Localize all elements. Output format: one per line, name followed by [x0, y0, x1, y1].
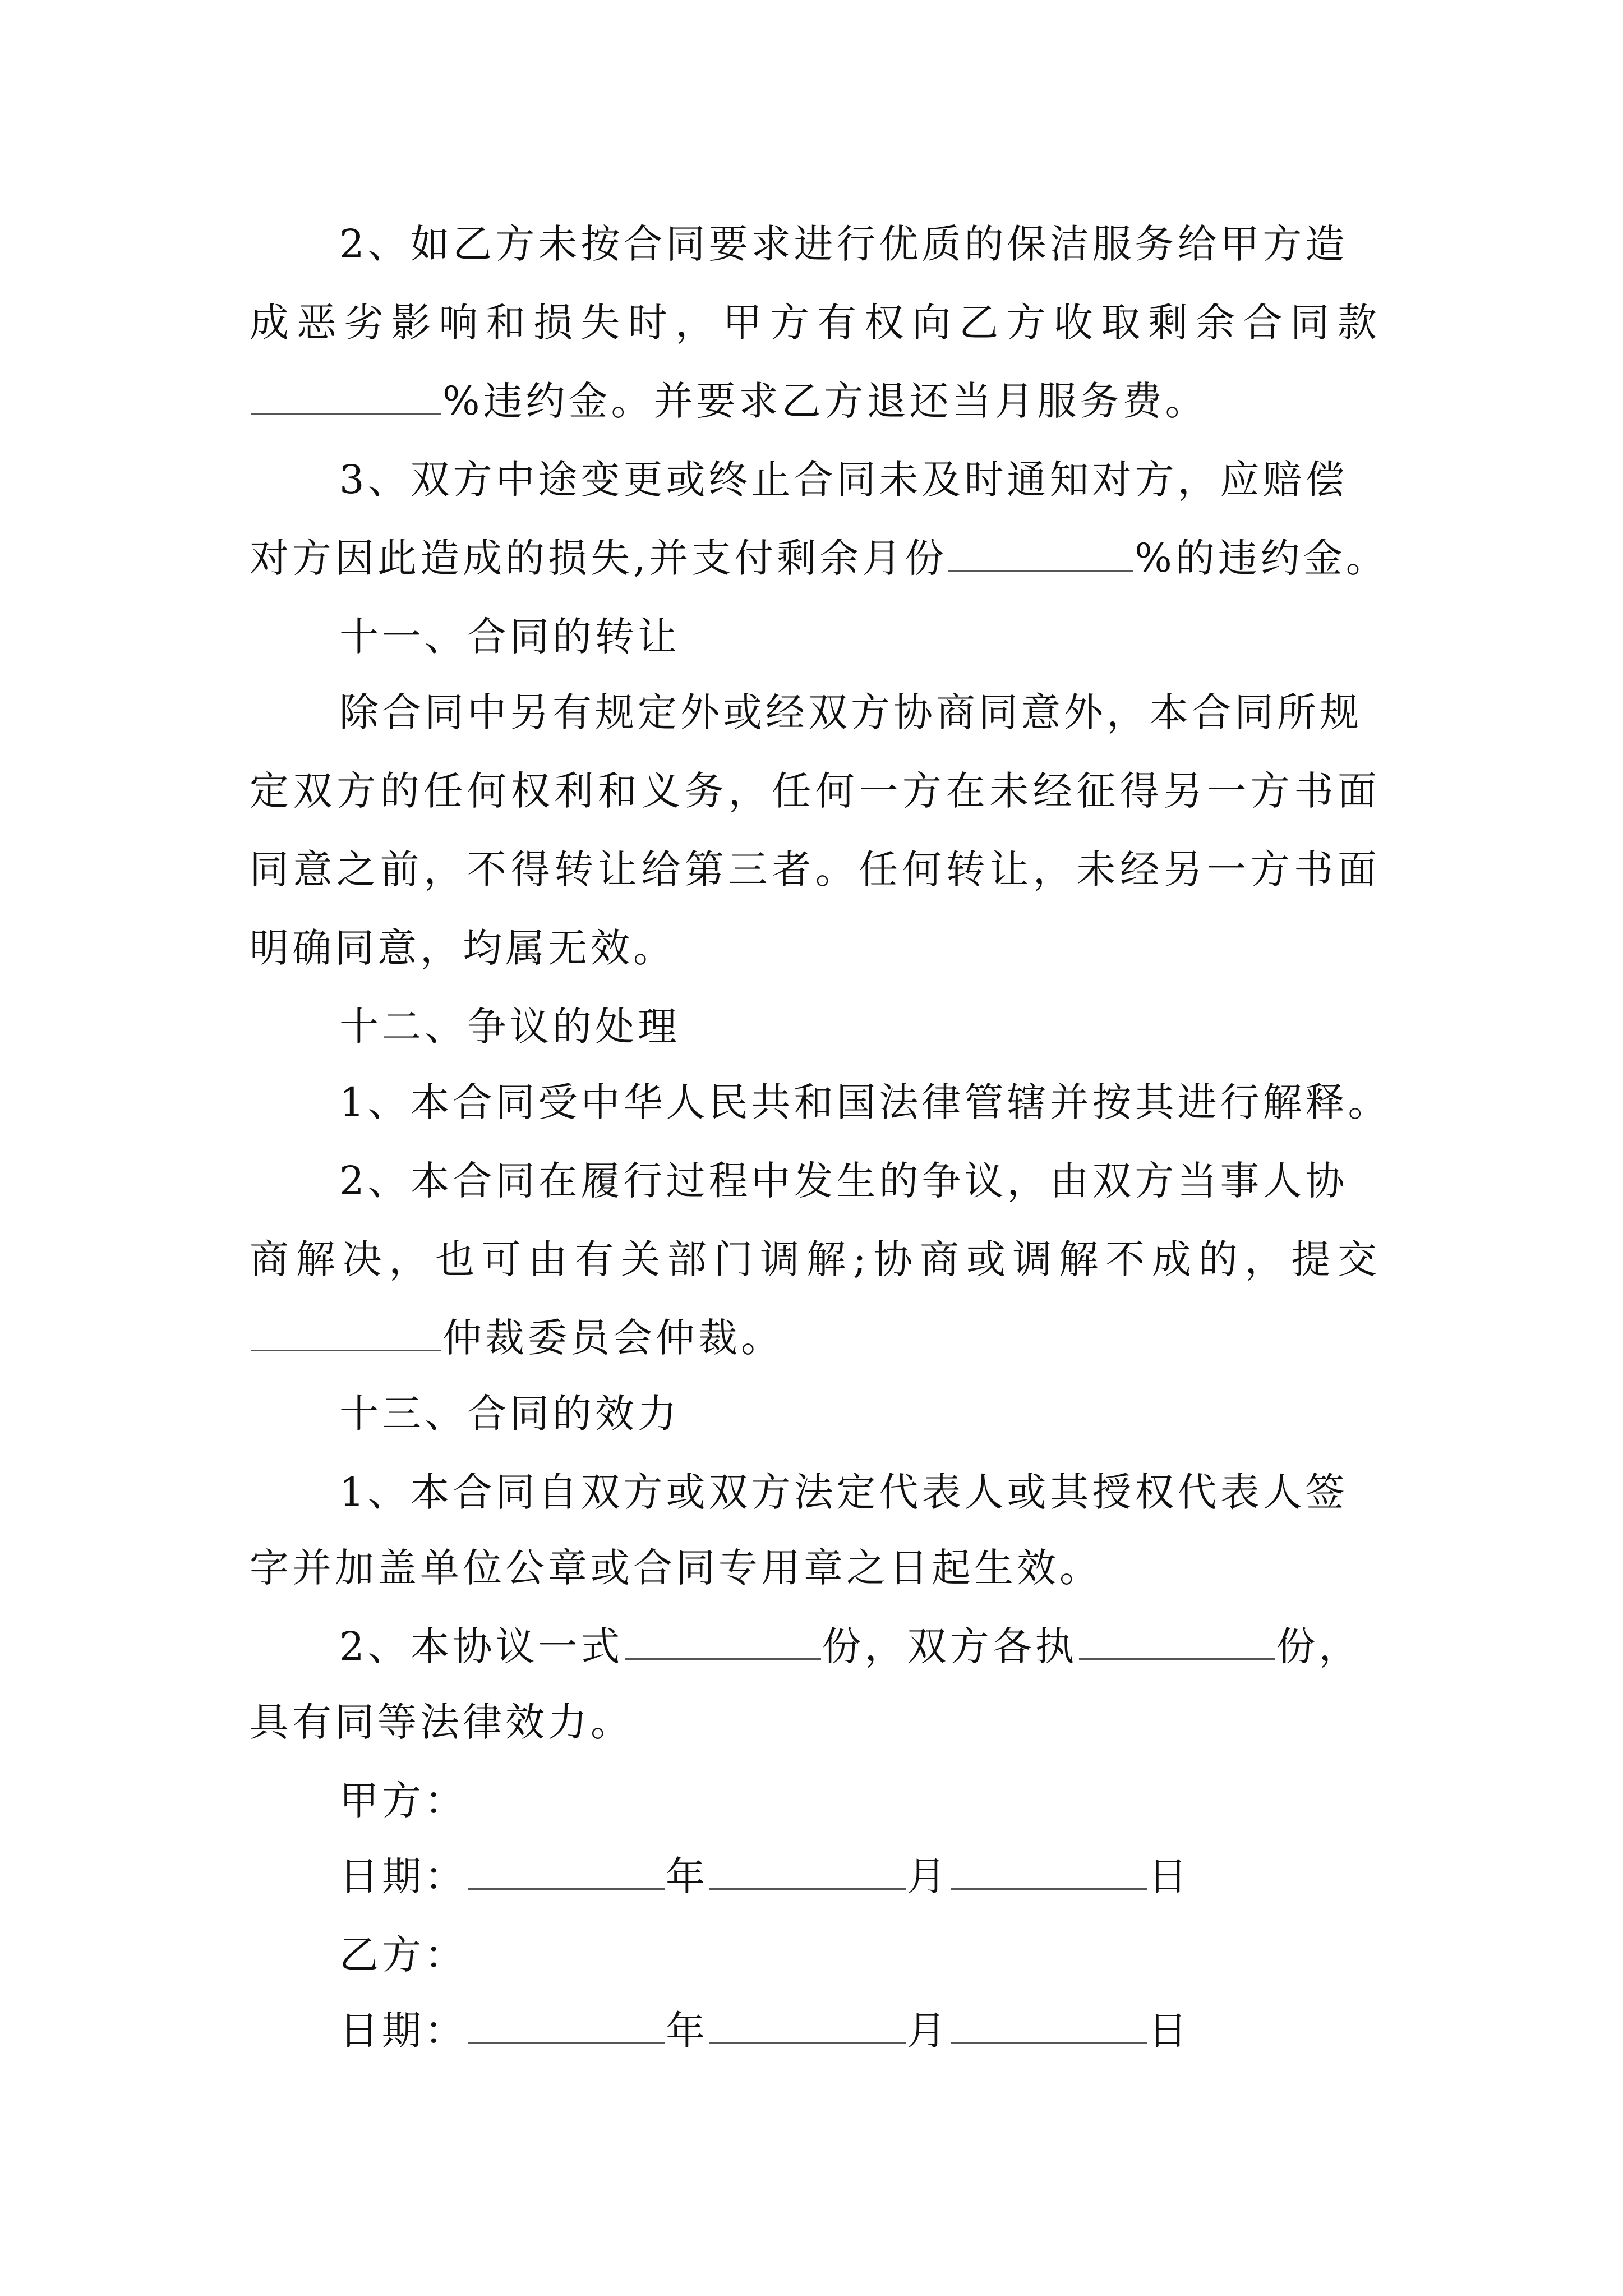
clause12-heading: 十二、争议的处理 [339, 1004, 680, 1050]
remaining-months-percent-blank[interactable] [948, 535, 1133, 572]
party-a-label: 甲方： [339, 1778, 467, 1824]
clause13-item2-line2: 具有同等法律效力。 [250, 1699, 633, 1745]
clause10-item3-line2 [250, 530, 1389, 586]
clause13-item2-part2: 份，双方各执 [822, 1623, 1078, 1669]
party-b-day-label: 日 [1148, 2008, 1191, 2054]
clause10-item2-line2: 成恶劣影响和损失时，甲方有权向乙方收取剩余合同款 [250, 300, 1377, 346]
copies-each-blank[interactable] [1079, 1623, 1275, 1660]
clause13-item2-part1: 2、本协议一式 [339, 1623, 624, 1669]
party-b-day-blank[interactable] [951, 2008, 1147, 2044]
party-b-date-line [339, 2003, 1191, 2059]
clause10-item2-line1: 2、如乙方未按合同要求进行优质的保洁服务给甲方造 [339, 221, 1348, 267]
clause10-item3-line2-before: 对方因此造成的损失,并支付剩余月份 [250, 535, 948, 581]
clause13-item2-part3: 份， [1276, 1623, 1362, 1669]
party-b-month-label: 月 [907, 2008, 949, 2054]
clause12-item2-line1: 2、本合同在履行过程中发生的争议，由双方当事人协 [339, 1158, 1348, 1204]
party-a-year-blank[interactable] [468, 1853, 665, 1890]
party-b-year-blank[interactable] [468, 2008, 665, 2044]
clause13-item1-line2: 字并加盖单位公章或合同专用章之日起生效。 [250, 1545, 1102, 1591]
party-b-year-label: 年 [666, 2008, 708, 2054]
clause12-item2-line3 [250, 1310, 783, 1366]
copies-total-blank[interactable] [625, 1623, 821, 1660]
party-a-date-label: 日期： [339, 1853, 467, 1899]
clause13-item2-line1 [339, 1618, 1362, 1674]
clause11-para-line3: 同意之前，不得转让给第三者。任何转让，未经另一方书面 [250, 846, 1377, 892]
clause10-item3-line2-after: %的违约金。 [1135, 535, 1389, 581]
penalty-percent-blank[interactable] [251, 378, 441, 415]
party-a-month-label: 月 [907, 1853, 949, 1899]
clause12-item2-line3-text: 仲裁委员会仲裁。 [442, 1315, 783, 1361]
party-a-year-label: 年 [666, 1853, 708, 1899]
clause10-item2-line3 [250, 373, 1208, 429]
arbitration-committee-blank[interactable] [251, 1315, 441, 1351]
clause11-para-line1: 除合同中另有规定外或经双方协商同意外，本合同所规 [339, 689, 1362, 735]
party-a-day-label: 日 [1148, 1853, 1191, 1899]
clause11-heading: 十一、合同的转让 [339, 614, 680, 660]
clause13-item1-line1: 1、本合同自双方或双方法定代表人或其授权代表人签 [339, 1469, 1348, 1515]
clause10-item3-line1: 3、双方中途变更或终止合同未及时通知对方，应赔偿 [339, 457, 1348, 503]
clause12-item2-line2: 商解决，也可由有关部门调解;协商或调解不成的，提交 [250, 1236, 1377, 1282]
party-a-day-blank[interactable] [951, 1853, 1147, 1890]
clause12-item1: 1、本合同受中华人民共和国法律管辖并按其进行解释。 [339, 1079, 1391, 1125]
clause11-para-line2: 定双方的任何权利和义务，任何一方在未经征得另一方书面 [250, 768, 1377, 814]
party-a-date-line [339, 1848, 1191, 1904]
party-b-date-label: 日期： [339, 2008, 467, 2054]
clause13-heading: 十三、合同的效力 [339, 1391, 680, 1437]
party-b-label: 乙方： [339, 1932, 467, 1978]
clause10-item2-line3-text: %违约金。并要求乙方退还当月服务费。 [442, 378, 1208, 424]
party-a-month-blank[interactable] [709, 1853, 906, 1890]
party-b-month-blank[interactable] [709, 2008, 906, 2044]
clause11-para-line4: 明确同意，均属无效。 [250, 925, 676, 971]
